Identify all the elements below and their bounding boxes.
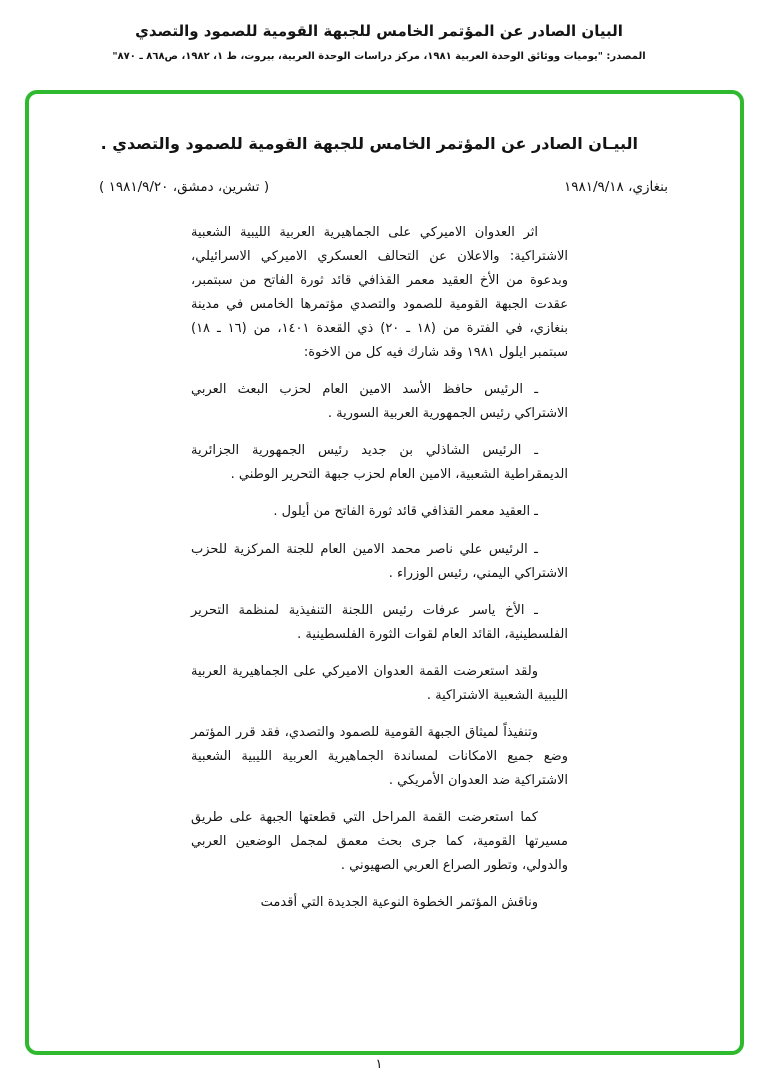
list-item-assad: ـ الرئيس حافظ الأسد الامين العام لحزب البعث العربي الاشتراكي رئيس الجمهورية العربية السورية . [191,382,568,422]
paragraph: وتنفيذاً لميثاق الجبهة القومية للصمود والتصدي، فقد قرر المؤتمر وضع جميع الامكانات لمساندة الجماهيرية العربية الليبية الشعبية الاشتراكية ضد العدوان الأمريكي . [191,724,568,788]
dateline-place-date: بنغازي، ١٩٨١/٩/١٨ [563,179,668,195]
list-item-bendjedid: ـ الرئيس الشاذلي بن جديد رئيس الجمهورية الجزائرية الديمقراطية الشعبية، الامين العام لحزب جبهة التحرير الوطني . [191,443,568,483]
page-header [0,0,758,62]
document-frame [25,90,744,1055]
paragraph: كما استعرضت القمة المراحل التي قطعتها الجبهة على طريق مسيرتها القومية، كما جرى بحث معمق لمجمل الوضعين العربي والدولي، وتطور الصراع العربي الصهيوني . [191,809,568,874]
list-item-gaddafi: ـ العقيد معمر القذافي قائد ثورة الفاتح من أيلول . [273,504,538,520]
dateline [99,179,668,195]
intro-paragraph: اثر العدوان الاميركي على الجماهيرية العربية الليبية الشعبية الاشتراكية: والاعلان عن التحالف العسكري الاميركي الاسرائيلي، وبدعوة من الأخ العقيد معمر القذافي قائد ثورة الفاتح من سبتمبر، عقدت الجبهة القومية للصمود والتصدي مؤتمرها الخامس في مدينة بنغازي، في الفترة من (١٨ ـ ٢٠) ذي القعدة ١٤٠١، من (١٦ ـ ١٨) سبتمبر ايلول ١٩٨١ وقد شارك فيه كل من الاخوة: [191,225,568,361]
paragraph: ولقد استعرضت القمة العدوان الاميركي على الجماهيرية العربية الليبية الشعبية الاشتراكية . [191,663,568,703]
page-number: ١ [375,1057,383,1072]
paragraph: وناقش المؤتمر الخطوة النوعية الجديدة التي أقدمت [260,895,538,911]
document-title: البيـان الصادر عن المؤتمر الخامس للجبهة القومية للصمود والتصدي . [100,134,638,153]
document-body [191,221,568,915]
list-item-ali-nasser: ـ الرئيس علي ناصر محمد الامين العام للجنة المركزية للحزب الاشتراكي اليمني، رئيس الوزراء . [191,541,568,581]
source-citation: المصدر: "يوميات ووثائق الوحدة العربية ١٩٨١، مركز دراسات الوحدة العربية، بيروت، ط ١، ١٩٨٢، ص٨٦٨ ـ ٨٧٠" [112,51,646,62]
header-title: البيان الصادر عن المؤتمر الخامس للجبهة القومية للصمود والتصدي [135,22,623,40]
dateline-publication: ( تشرين، دمشق، ١٩٨١/٩/٢٠ ) [99,179,270,195]
list-item-arafat: ـ الأخ ياسر عرفات رئيس اللجنة التنفيذية لمنظمة التحرير الفلسطينية، القائد العام لقوات الثورة الفلسطينية . [191,602,568,642]
